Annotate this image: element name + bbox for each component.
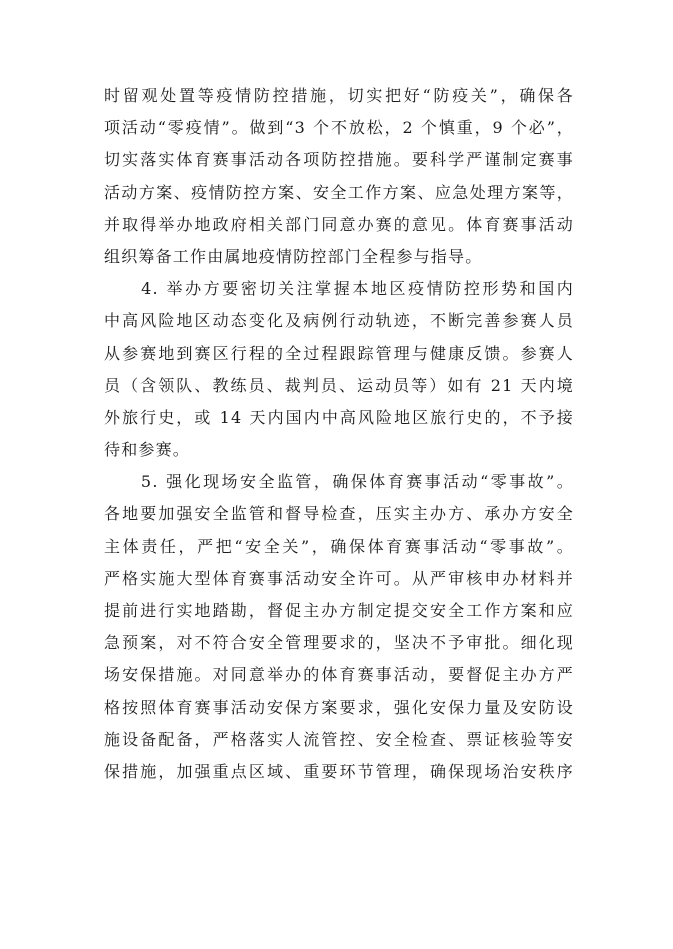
text-line: 待和参赛。 xyxy=(104,440,191,460)
text-line: 保措施，加强重点区域、重要环节管理，确保现场治安秩序 xyxy=(104,761,574,781)
text-line: 场安保措施。对同意举办的体育赛事活动，要督促主办方严 xyxy=(104,665,574,685)
text-line: 活动方案、疫情防控方案、安全工作方案、应急处理方案等， xyxy=(104,182,574,202)
text-line: 急预案，对不符合安全管理要求的，坚决不予审批。细化现 xyxy=(104,633,574,653)
text-line: 切实落实体育赛事活动各项防控措施。要科学严谨制定赛事 xyxy=(104,150,574,170)
text-line: 5. 强化现场安全监管，确保体育赛事活动“零事故”。 xyxy=(104,472,574,492)
text-line: 从参赛地到赛区行程的全过程跟踪管理与健康反馈。参赛人 xyxy=(104,343,574,363)
text-line: 各地要加强安全监管和督导检查，压实主办方、承办方安全 xyxy=(104,504,574,524)
text-line: 时留观处置等疫情防控措施，切实把好“防疫关”，确保各 xyxy=(104,86,574,105)
paragraph-3 xyxy=(104,466,574,788)
paragraph-1 xyxy=(104,80,574,273)
text-line: 格按照体育赛事活动安保方案要求，强化安保力量及安防设 xyxy=(104,697,574,717)
text-line: 组织筹备工作由属地疫情防控部门全程参与指导。 xyxy=(104,246,483,266)
text-line: 并取得举办地政府相关部门同意办赛的意见。体育赛事活动 xyxy=(104,214,574,234)
text-line: 提前进行实地踏勘，督促主办方制定提交安全工作方案和应 xyxy=(104,601,574,620)
text-line: 外旅行史，或 14 天内国内中高风险地区旅行史的，不予接 xyxy=(104,407,574,427)
text-line: 中高风险地区动态变化及病例行动轨迹，不断完善参赛人员 xyxy=(104,311,574,331)
text-line: 主体责任，严把“安全关”，确保体育赛事活动“零事故”。 xyxy=(104,536,574,556)
text-line: 4. 举办方要密切关注掌握本地区疫情防控形势和国内 xyxy=(104,279,574,299)
paragraph-2 xyxy=(104,273,574,466)
text-line: 施设备配备，严格落实人流管控、安全检查、票证核验等安 xyxy=(104,729,574,749)
text-line: 项活动“零疫情”。做到“3 个不放松，2 个慎重，9 个必”， xyxy=(104,118,574,138)
text-line: 严格实施大型体育赛事活动安全许可。从严审核申办材料并 xyxy=(104,568,574,588)
text-line: 员（含领队、教练员、裁判员、运动员等）如有 21 天内境 xyxy=(104,375,574,395)
document-body xyxy=(104,80,574,788)
